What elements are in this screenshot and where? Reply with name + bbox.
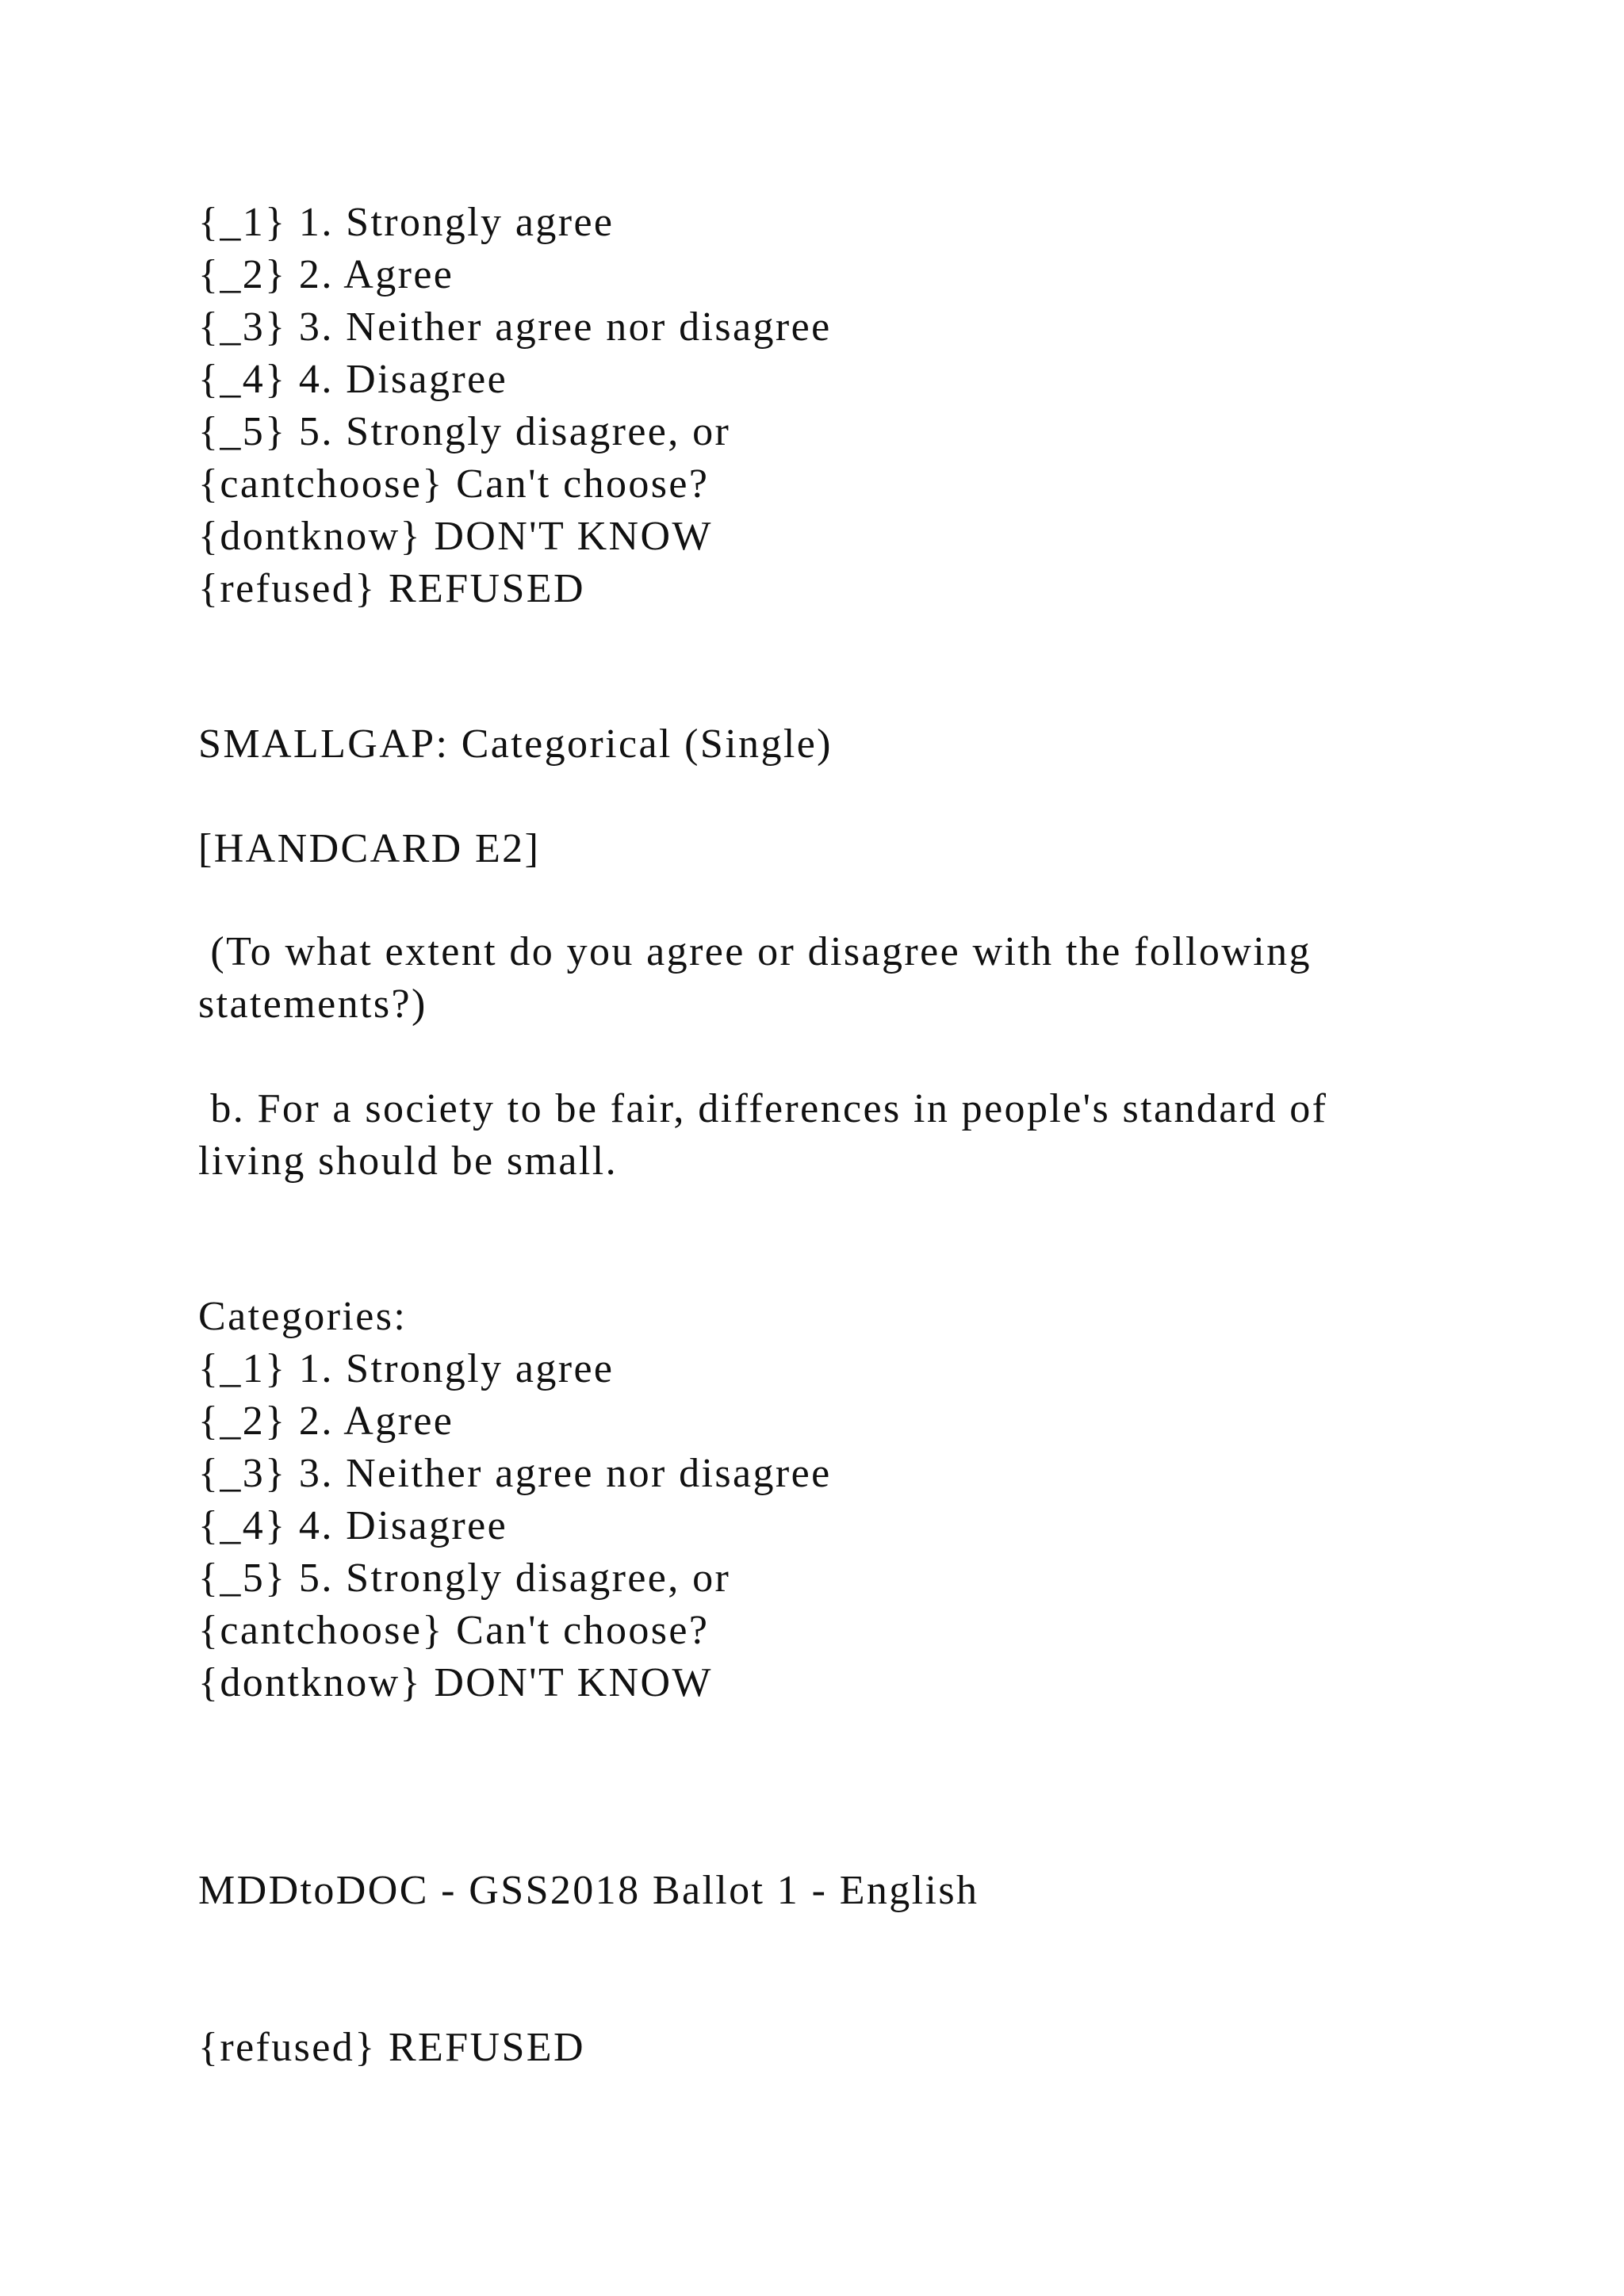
- question-statement: b. For a society to be fair, differences in people's standard of: [198, 1086, 1328, 1131]
- category-item: {_3} 3. Neither agree nor disagree: [198, 304, 832, 350]
- category-item: {_4} 4. Disagree: [198, 357, 508, 402]
- category-item: {cantchoose} Can't choose?: [198, 461, 710, 507]
- question-header: SMALLGAP: Categorical (Single): [198, 721, 833, 767]
- category-item: {_2} 2. Agree: [198, 1399, 454, 1444]
- category-item: {refused} REFUSED: [198, 566, 585, 611]
- category-item: {_5} 5. Strongly disagree, or: [198, 409, 731, 454]
- category-item: {dontknow} DON'T KNOW: [198, 1660, 713, 1705]
- question-intro: (To what extent do you agree or disagree with the following: [198, 929, 1312, 974]
- categories-label: Categories:: [198, 1294, 408, 1339]
- handcard-label: [HANDCARD E2]: [198, 826, 541, 871]
- category-item: {dontknow} DON'T KNOW: [198, 514, 713, 559]
- category-item: {_1} 1. Strongly agree: [198, 200, 615, 245]
- category-item: {_5} 5. Strongly disagree, or: [198, 1556, 731, 1601]
- category-item: {_4} 4. Disagree: [198, 1503, 508, 1548]
- category-item: {cantchoose} Can't choose?: [198, 1608, 710, 1653]
- question-intro-continued: statements?): [198, 982, 427, 1027]
- category-item: {_1} 1. Strongly agree: [198, 1346, 615, 1391]
- question-statement-continued: living should be small.: [198, 1138, 618, 1184]
- category-item: {refused} REFUSED: [198, 2025, 585, 2070]
- category-item: {_2} 2. Agree: [198, 252, 454, 297]
- category-item: {_3} 3. Neither agree nor disagree: [198, 1451, 832, 1496]
- document-footer: MDDtoDOC - GSS2018 Ballot 1 - English: [198, 1868, 979, 1913]
